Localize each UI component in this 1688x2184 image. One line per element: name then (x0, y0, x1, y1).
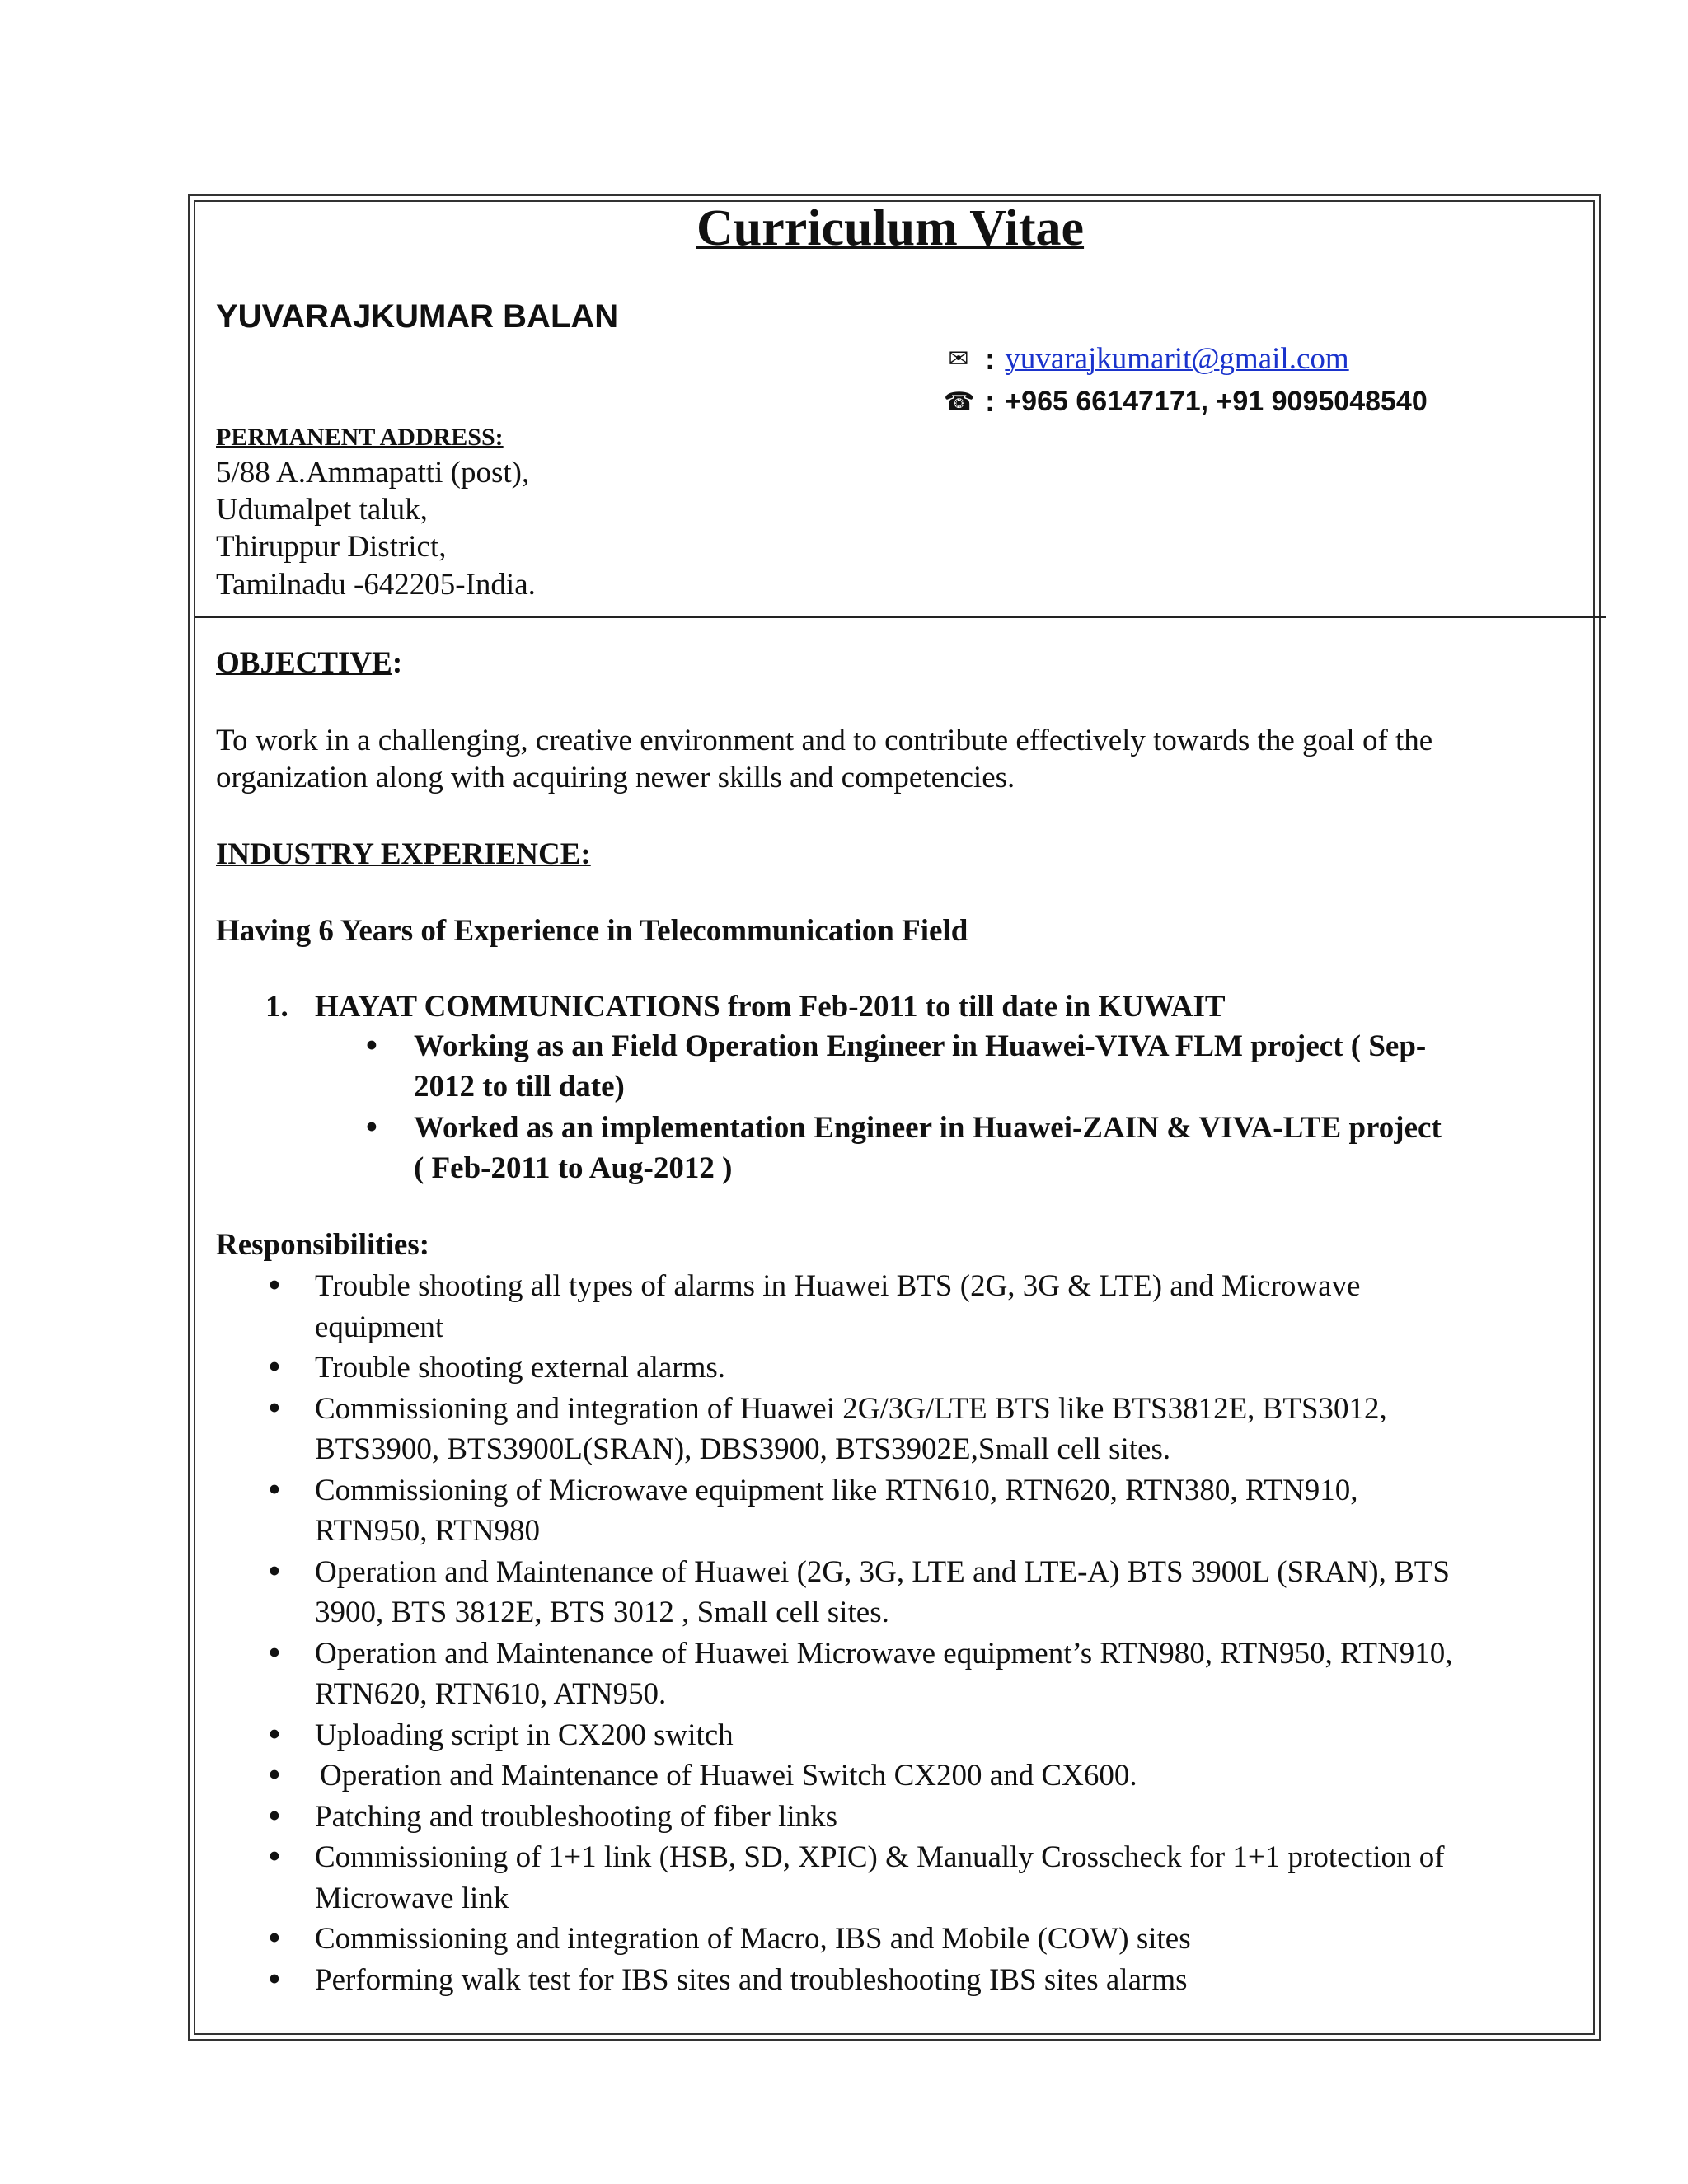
responsibility-item: RTN620, RTN610, ATN950. (315, 1677, 667, 1711)
objective-heading-row (216, 645, 402, 681)
employer-text: HAYAT COMMUNICATIONS from Feb-2011 to till date in KUWAIT (315, 990, 1226, 1024)
role-line: ( Feb-2011 to Aug-2012 ) (414, 1151, 733, 1185)
bullet-icon: • (265, 1962, 284, 1998)
bullet-icon: • (265, 1350, 284, 1385)
responsibility-item: Commissioning of 1+1 link (HSB, SD, XPIC) & Manually Crosscheck for 1+1 protection of (315, 1840, 1445, 1874)
bullet-icon: • (265, 1268, 284, 1304)
responsibility-item: Commissioning and integration of Macro, IBS and Mobile (COW) sites (315, 1922, 1191, 1956)
address-heading: PERMANENT ADDRESS: (216, 424, 504, 451)
experience-heading: INDUSTRY EXPERIENCE: (216, 837, 591, 871)
address-line: 5/88 A.Ammapatti (post), (216, 456, 530, 490)
header-divider (195, 616, 1606, 618)
phone-icon: ☎ (944, 387, 975, 416)
responsibility-item: Operation and Maintenance of Huawei Microwave equipment’s RTN980, RTN950, RTN910, (315, 1637, 1453, 1671)
address-line: Thiruppur District, (216, 530, 447, 564)
role-line: Worked as an implementation Engineer in Huawei-ZAIN & VIVA-LTE project (414, 1111, 1442, 1145)
phone-row (944, 384, 1428, 419)
responsibility-item: RTN950, RTN980 (315, 1514, 541, 1548)
phone-separator: : (985, 384, 996, 418)
responsibility-item: equipment (315, 1310, 444, 1344)
bullet-icon: • (265, 1473, 284, 1508)
bullet-icon: • (265, 1921, 284, 1957)
responsibilities-heading: Responsibilities: (216, 1228, 430, 1262)
email-separator: : (985, 341, 996, 376)
responsibility-item: Commissioning and integration of Huawei 2G/3G/LTE BTS like BTS3812E, BTS3012, (315, 1392, 1387, 1426)
responsibility-item: Performing walk test for IBS sites and troubleshooting IBS sites alarms (315, 1963, 1188, 1997)
responsibility-item: Trouble shooting all types of alarms in Huawei BTS (2G, 3G & LTE) and Microwave (315, 1269, 1361, 1303)
address-line: Udumalpet taluk, (216, 493, 428, 527)
employer-number: 1. (265, 990, 288, 1024)
candidate-name: YUVARAJKUMAR BALAN (216, 298, 619, 335)
email-row (944, 341, 1349, 377)
bullet-icon: • (265, 1799, 284, 1835)
bullet-icon: • (363, 1110, 381, 1146)
objective-colon: : (392, 646, 403, 680)
address-line: Tamilnadu -642205-India. (216, 568, 536, 602)
bullet-icon: • (265, 1391, 284, 1427)
responsibility-item: Trouble shooting external alarms. (315, 1351, 726, 1385)
email-link[interactable]: yuvarajkumarit@gmail.com (1005, 342, 1349, 376)
employer-item (265, 989, 1226, 1024)
responsibility-item: 3900, BTS 3812E, BTS 3012 , Small cell sites. (315, 1596, 889, 1629)
role-line: 2012 to till date) (414, 1070, 625, 1104)
responsibility-item: Operation and Maintenance of Huawei Switch CX200 and CX600. (320, 1759, 1137, 1793)
document-title: Curriculum Vitae (696, 200, 1085, 256)
bullet-icon: • (265, 1840, 284, 1875)
responsibility-item: Patching and troubleshooting of fiber links (315, 1800, 838, 1834)
responsibility-item: Microwave link (315, 1882, 509, 1915)
objective-text: To work in a challenging, creative environment and to contribute effectively towards the goal of the (216, 724, 1433, 757)
responsibility-item: Uploading script in CX200 switch (315, 1718, 734, 1752)
experience-summary: Having 6 Years of Experience in Telecommunication Field (216, 914, 968, 948)
responsibility-item: Operation and Maintenance of Huawei (2G, 3G, LTE and LTE-A) BTS 3900L (SRAN), BTS (315, 1555, 1450, 1589)
bullet-icon: • (265, 1554, 284, 1590)
bullet-icon: • (265, 1636, 284, 1671)
phone-numbers: +965 66147171, +91 9095048540 (1005, 385, 1428, 417)
responsibility-item: Commissioning of Microwave equipment like RTN610, RTN620, RTN380, RTN910, (315, 1474, 1358, 1507)
objective-heading: OBJECTIVE (216, 646, 392, 680)
role-line: Working as an Field Operation Engineer in Huawei-VIVA FLM project ( Sep- (414, 1029, 1427, 1063)
envelope-icon: ✉ (948, 344, 969, 373)
bullet-icon: • (363, 1029, 381, 1064)
objective-text: organization along with acquiring newer skills and competencies. (216, 761, 1015, 794)
bullet-icon: • (265, 1718, 284, 1753)
bullet-icon: • (265, 1758, 284, 1793)
responsibility-item: BTS3900, BTS3900L(SRAN), DBS3900, BTS3902E,Small cell sites. (315, 1432, 1171, 1466)
